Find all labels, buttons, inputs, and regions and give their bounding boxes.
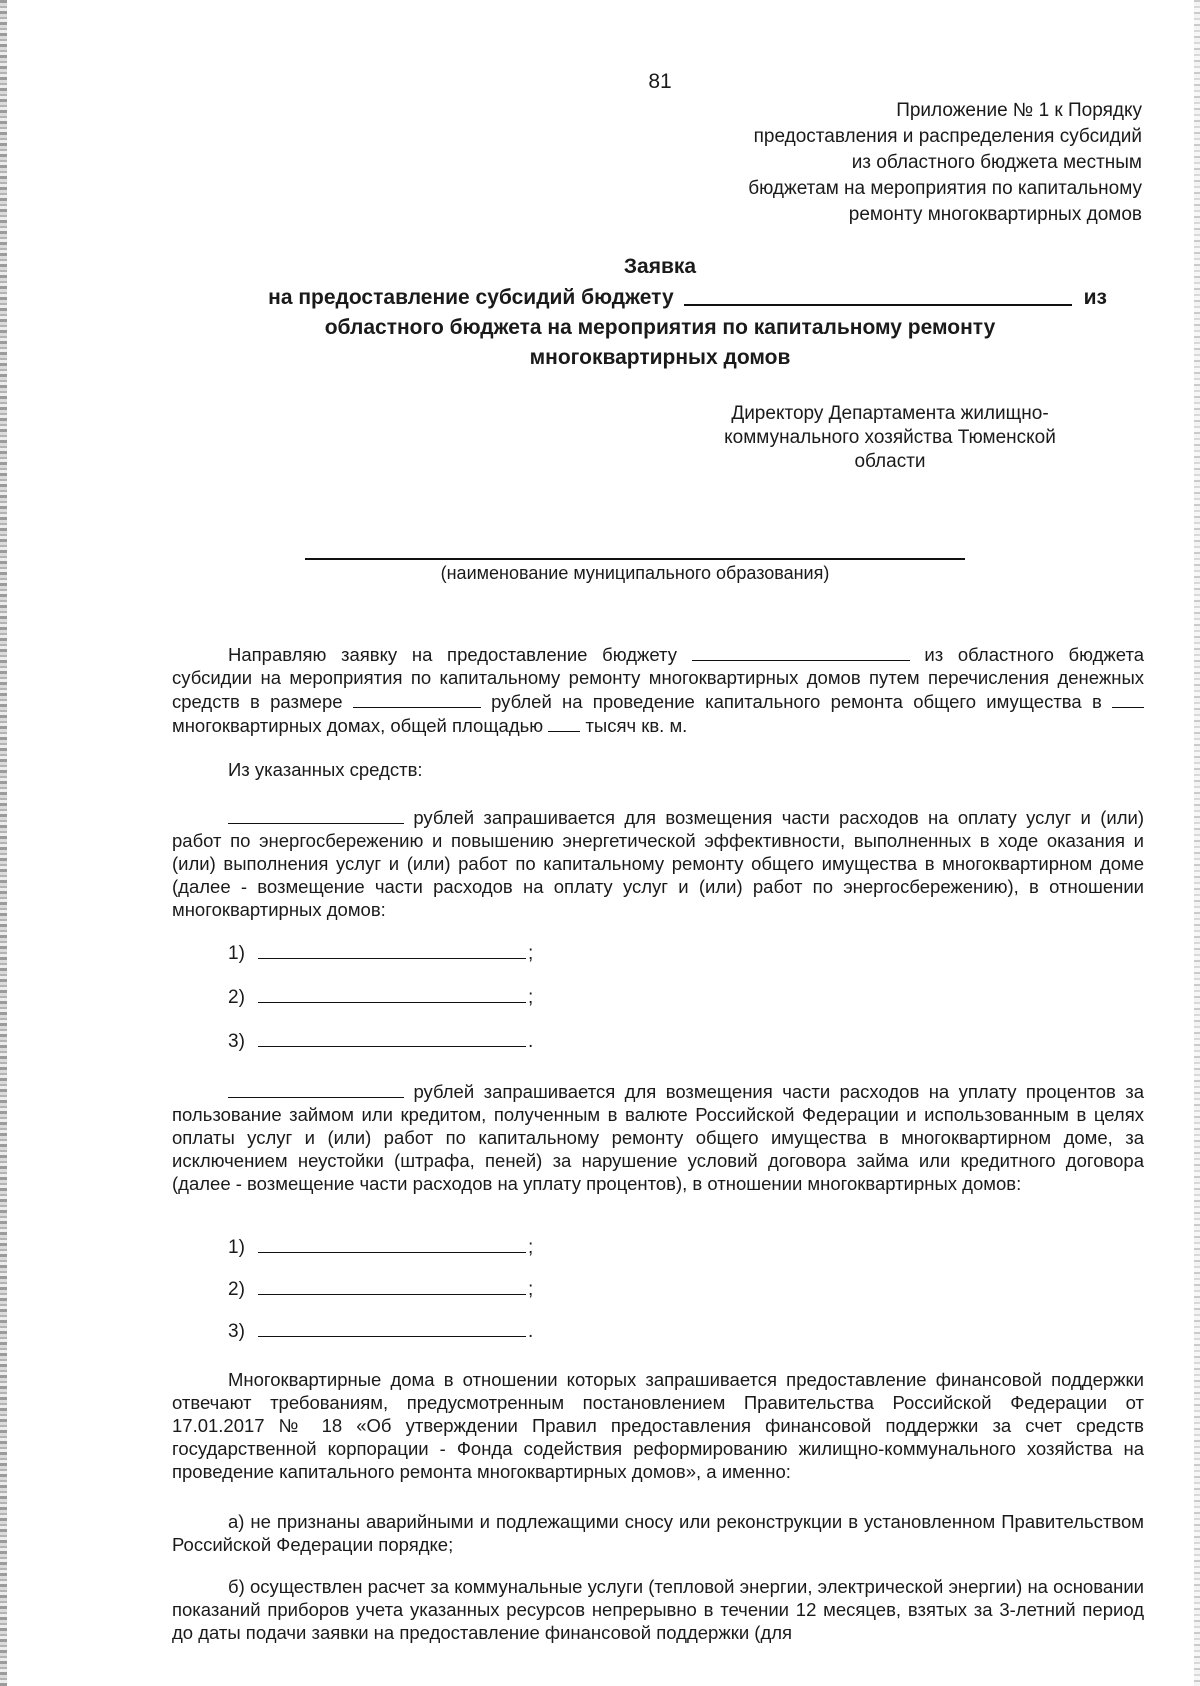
list-end: ; — [528, 943, 534, 964]
paragraph-energy — [172, 805, 1144, 921]
para1-part3: рублей на проведение капитального ремонта общего имущества в — [491, 691, 1102, 712]
list-end: ; — [528, 1279, 534, 1300]
list-number: 3) — [228, 1321, 245, 1342]
para1-part4: многоквартирных домах, общей площадью — [172, 715, 544, 736]
paragraph-interest — [172, 1079, 1144, 1195]
house-address-blank[interactable] — [258, 1234, 526, 1253]
title-line-2-prefix: на предоставление субсидий бюджету — [268, 286, 674, 309]
item-a-text: а) не признаны аварийными и подлежащими сносу или реконструкции в установленном Правительством Российской Федерации порядке; — [172, 1511, 1144, 1555]
para1-part1: Направляю заявку на предоставление бюджету — [228, 644, 677, 665]
list-end: ; — [528, 987, 534, 1008]
house-address-blank[interactable] — [258, 1276, 526, 1295]
list-number: 3) — [228, 1031, 245, 1052]
interest-house-1 — [228, 1234, 533, 1259]
document-title — [200, 252, 1120, 373]
item-a — [172, 1510, 1144, 1556]
list-number: 2) — [228, 1279, 245, 1300]
house-count-blank[interactable] — [1112, 689, 1144, 708]
page-number: 81 — [648, 70, 672, 93]
paragraph-requirements — [172, 1368, 1144, 1483]
house-address-blank[interactable] — [258, 940, 526, 959]
item-b-text: б) осуществлен расчет за коммунальные услуги (тепловой энергии, электрической энергии) на основании показаний приборов учета указанных ресурсов непрерывно в течении 12 месяцев, взятых за 3-летний период до даты подачи заявки на предоставление финансовой поддержки (для — [172, 1576, 1144, 1643]
area-blank[interactable] — [548, 713, 580, 732]
list-end: ; — [528, 1237, 534, 1258]
budget-blank[interactable] — [692, 642, 910, 661]
title-line-3: областного бюджета на мероприятия по капитальному ремонту — [324, 316, 996, 339]
list-end: . — [528, 1031, 534, 1052]
title-line-2 — [200, 282, 1115, 313]
house-address-blank[interactable] — [258, 1318, 526, 1337]
energy-house-1 — [228, 940, 533, 965]
municipality-name-line[interactable] — [305, 558, 965, 560]
addressee-line: Директору Департамента жилищно- — [731, 403, 1049, 424]
appendix-header — [622, 98, 1142, 228]
list-number: 2) — [228, 987, 245, 1008]
appendix-line: бюджетам на мероприятия по капитальному — [748, 178, 1142, 199]
scan-edge-right — [1194, 0, 1200, 1686]
energy-house-2 — [228, 984, 533, 1009]
paragraph-request — [172, 642, 1144, 737]
house-address-blank[interactable] — [258, 984, 526, 1003]
energy-text: рублей запрашивается для возмещения части расходов на оплату услуг и (или) работ по энергосбережению и повышению энергетической эффективности, выполненных в ходе оказания и (или) выполнения услуг и (или) работ по капитальному ремонту общего имущества в многоквартирном доме (далее - возмещение части расходов на оплату услуг и (или) работ по энергосбережению), в отношении многоквартирных домов: — [172, 807, 1145, 920]
appendix-line: из областного бюджета местным — [851, 152, 1142, 173]
budget-name-blank[interactable] — [684, 282, 1072, 306]
energy-house-3 — [228, 1028, 533, 1053]
appendix-line: предоставления и распределения субсидий — [753, 126, 1142, 147]
addressee — [690, 402, 1090, 474]
of-these-label: Из указанных средств: — [228, 759, 423, 780]
interest-text: рублей запрашивается для возмещения части расходов на уплату процентов за пользование займом или кредитом, полученным в валюте Российской Федерации и использованным в целях оплаты услуг и (или) работ по капитальному ремонту общего имущества в многоквартирном доме, за исключением неустойки (штрафа, пеней) за нарушение условий договора займа или кредитного договора (далее - возмещение части расходов на уплату процентов), в отношении многоквартирных домов: — [172, 1081, 1145, 1194]
para1-part2: из областного бюджета субсидии на мероприятия по капитальному ремонту многоквартирных домов путем перечисления денежных средств в размере — [172, 644, 1145, 712]
title-line-4: многоквартирных домов — [529, 346, 791, 369]
item-b — [172, 1575, 1144, 1644]
requirements-text: Многоквартирные дома в отношении которых запрашивается предоставление финансовой поддержки отвечают требованиям, предусмотренным постановлением Правительства Российской Федерации от 17.01.2017 № 18 «Об утверждении Правил предоставления финансовой поддержки за счет средств государственной корпорации - Фонда содействия реформированию жилищно-коммунального хозяйства на проведение капитального ремонта многоквартирных домов», а именно: — [172, 1369, 1144, 1482]
title-line-1: Заявка — [623, 255, 697, 278]
addressee-line: коммунального хозяйства Тюменской — [724, 427, 1056, 448]
scan-edge-left — [0, 0, 7, 1686]
list-number: 1) — [228, 943, 245, 964]
list-end: . — [528, 1321, 534, 1342]
title-line-2-suffix: из — [1083, 286, 1107, 309]
interest-house-2 — [228, 1276, 533, 1301]
appendix-line: Приложение № 1 к Порядку — [896, 100, 1142, 121]
of-these-funds — [172, 758, 1144, 781]
house-address-blank[interactable] — [258, 1028, 526, 1047]
energy-amount-blank[interactable] — [228, 805, 404, 824]
interest-amount-blank[interactable] — [228, 1079, 404, 1098]
addressee-line: области — [854, 451, 926, 472]
appendix-line: ремонту многоквартирных домов — [848, 204, 1142, 225]
para1-part5: тысяч кв. м. — [585, 715, 688, 736]
interest-house-3 — [228, 1318, 533, 1343]
list-number: 1) — [228, 1237, 245, 1258]
municipality-caption: (наименование муниципального образования) — [440, 563, 830, 583]
amount-blank[interactable] — [353, 689, 481, 708]
